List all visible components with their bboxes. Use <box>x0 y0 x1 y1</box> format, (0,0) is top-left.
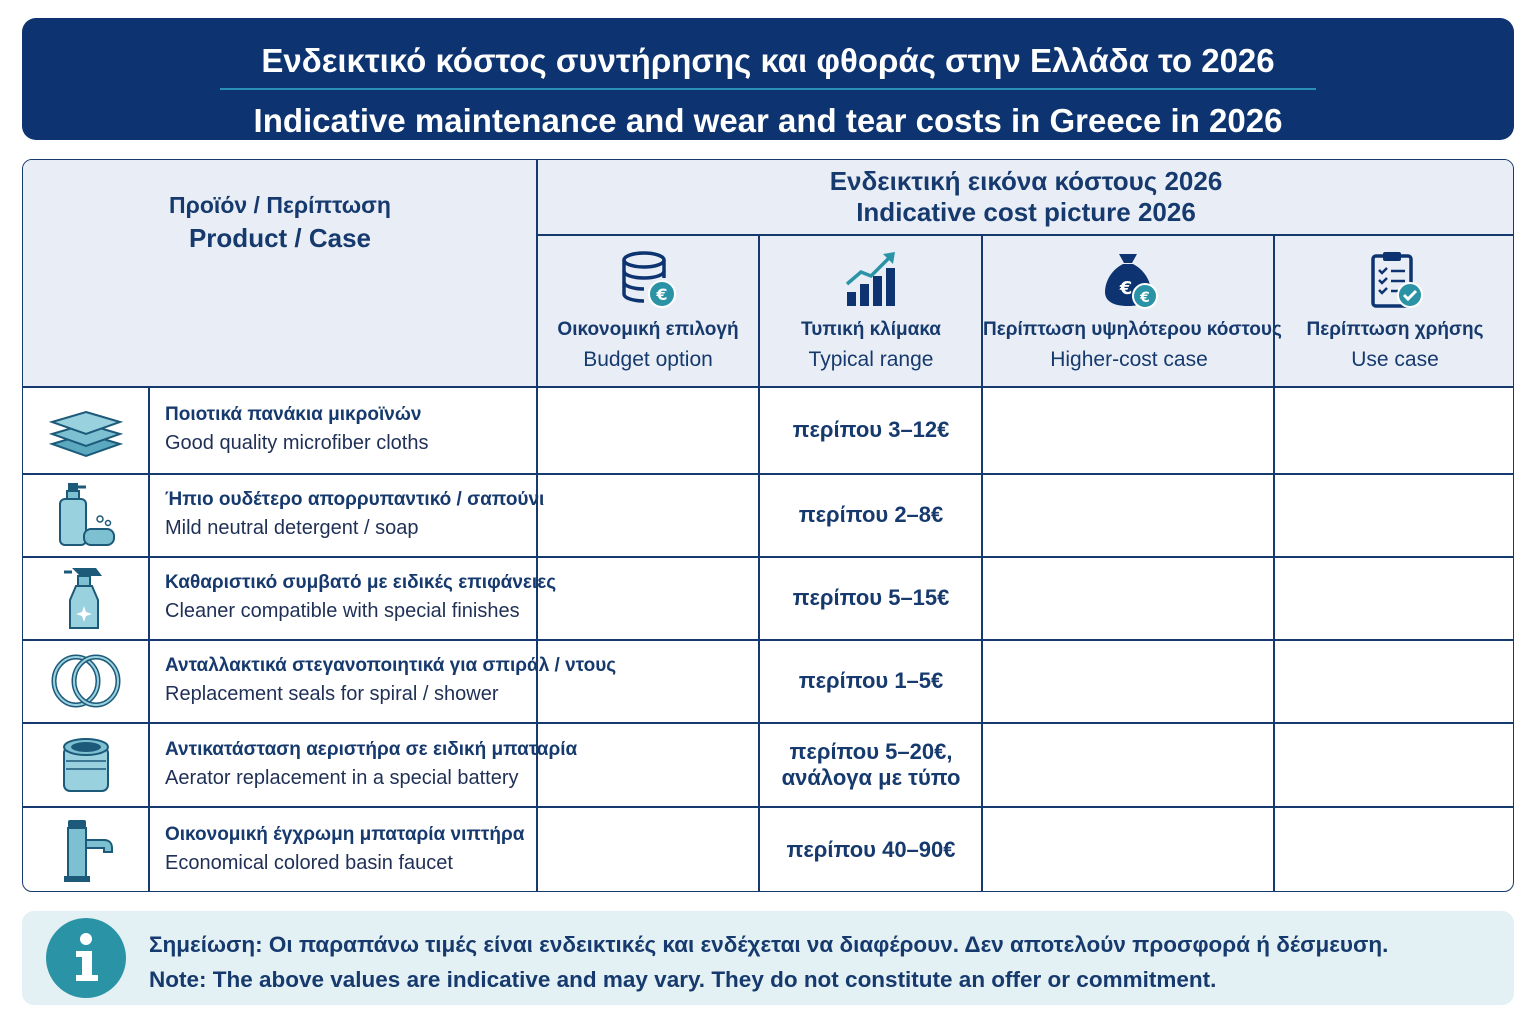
row-label-english: Economical colored basin faucet <box>165 852 453 874</box>
row-label-greek: Οικονομική έγχρωμη μπαταρία νιπτήρα <box>165 824 525 845</box>
svg-text:€: € <box>1119 278 1133 299</box>
row-label-greek: Καθαριστικό συμβατό με ειδικές επιφάνειες <box>165 572 557 593</box>
cost-header-greek: Ενδεικτική εικόνα κόστους 2026 <box>829 166 1223 196</box>
note-text <box>149 927 1388 997</box>
typical-range-value: περίπου 5–15€ <box>792 585 950 610</box>
typical-range-value: περίπου 40–90€ <box>786 837 956 862</box>
product-header-english: Product / Case <box>188 223 372 253</box>
row-label-english: Aerator replacement in a special battery <box>165 766 519 789</box>
table-row <box>23 474 1514 556</box>
row-label-greek: Ανταλλακτικά στεγανοποιητικά για σπιράλ / ντους <box>165 655 617 676</box>
basin-faucet-icon <box>23 807 149 892</box>
row-label <box>165 557 556 639</box>
row-label <box>165 640 616 722</box>
cost-column-header <box>537 166 1514 228</box>
column-label-greek: Τυπική κλίμακα <box>801 319 941 340</box>
row-label <box>165 807 524 892</box>
aerator-icon <box>23 723 149 806</box>
note-text-english: Note: The above values are indicative and may vary. They do not constitute an offer or commitment. <box>149 967 1217 992</box>
title-banner <box>22 18 1514 140</box>
svg-text:€: € <box>1140 290 1150 306</box>
svg-text:€: € <box>656 285 668 304</box>
seal-rings-icon <box>23 640 149 722</box>
row-label-greek: Αντικατάσταση αεριστήρα σε ειδική μπαταρία <box>165 738 578 760</box>
column-label-english: Typical range <box>808 348 934 371</box>
note-box <box>22 911 1514 1005</box>
product-header-greek: Προϊόν / Περίπτωση <box>169 192 391 218</box>
column-header-higher-cost <box>983 236 1282 387</box>
column-header-typical <box>760 236 982 387</box>
note-text-greek: Σημείωση: Οι παραπάνω τιμές είναι ενδεικτικές και ενδέχεται να διαφέρουν. Δεν αποτελούν προσφορά ή δέσμευση. <box>149 932 1389 957</box>
clipboard-check-icon <box>1363 248 1427 312</box>
row-label-english: Good quality microfiber cloths <box>165 432 429 454</box>
info-icon <box>46 918 126 998</box>
column-header-use-case <box>1275 236 1514 387</box>
title-divider <box>220 88 1316 90</box>
page-title-greek: Ενδεικτικό κόστος συντήρησης και φθοράς στην Ελλάδα το 2026 <box>261 42 1275 79</box>
typical-range-value: περίπου 3–12€ <box>792 417 950 442</box>
money-bag-euro-icon <box>1097 248 1161 312</box>
page-title-english: Indicative maintenance and wear and tear costs in Greece in 2026 <box>253 102 1283 139</box>
row-label-english: Mild neutral detergent / soap <box>165 517 419 539</box>
cost-table <box>22 159 1514 892</box>
microfiber-cloths-icon <box>23 387 149 473</box>
column-label-greek: Περίπτωση χρήσης <box>1306 319 1484 340</box>
column-label-greek: Οικονομική επιλογή <box>557 319 739 340</box>
row-label-english: Cleaner compatible with special finishes <box>165 600 520 622</box>
table-row <box>23 640 1514 722</box>
table-row <box>23 387 1514 473</box>
column-label-english: Higher-cost case <box>1050 348 1208 371</box>
column-header-budget <box>537 236 759 387</box>
table-row <box>23 723 1514 806</box>
product-column-header <box>23 190 537 256</box>
column-label-english: Use case <box>1351 348 1439 371</box>
typical-range-value: περίπου 5–20€, ανάλογα με τύπο <box>781 738 961 790</box>
soap-dispenser-icon <box>23 474 149 556</box>
row-label-greek: Ποιοτικά πανάκια μικροϊνών <box>165 404 422 425</box>
spray-bottle-icon <box>23 557 149 639</box>
coin-stack-euro-icon <box>616 248 680 312</box>
row-label <box>165 474 544 556</box>
cost-header-english: Indicative cost picture 2026 <box>856 197 1196 227</box>
row-label <box>165 387 428 473</box>
bar-chart-growth-icon <box>839 248 903 312</box>
row-label <box>165 723 577 806</box>
table-row <box>23 557 1514 639</box>
typical-range-value: περίπου 1–5€ <box>798 668 944 693</box>
column-label-greek: Περίπτωση υψηλότερου κόστους <box>983 319 1282 340</box>
row-label-english: Replacement seals for spiral / shower <box>165 683 499 705</box>
row-label-greek: Ήπιο ουδέτερο απορρυπαντικό / σαπούνι <box>165 489 545 510</box>
typical-range-value: περίπου 2–8€ <box>798 502 944 527</box>
column-label-english: Budget option <box>583 348 713 371</box>
table-row <box>23 807 1514 892</box>
